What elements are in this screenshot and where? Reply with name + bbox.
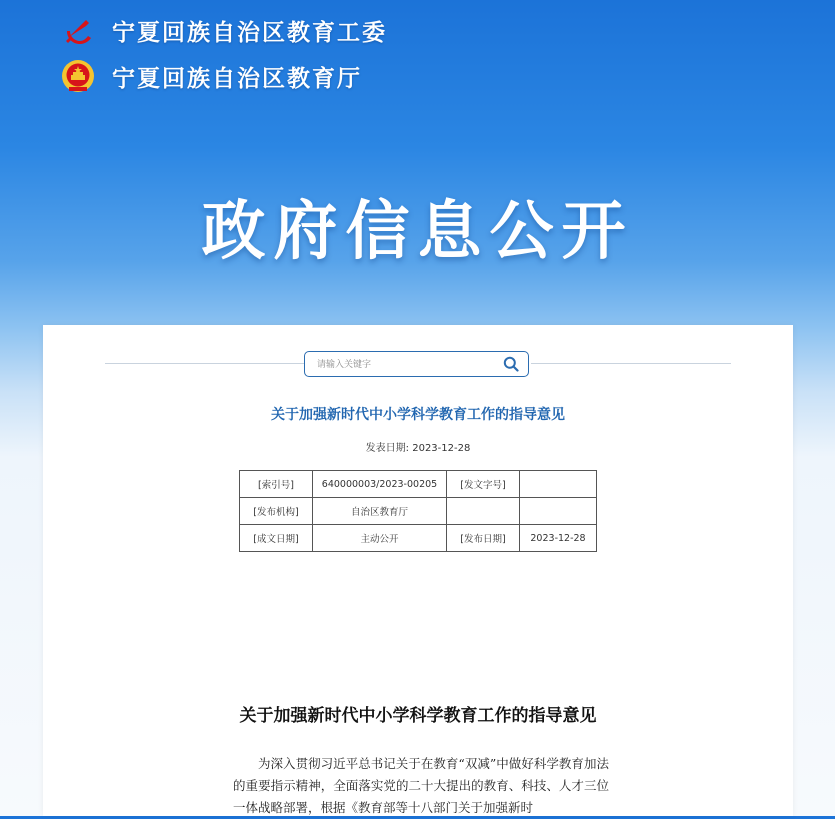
table-cell: 640000003/2023-00205 — [313, 471, 447, 498]
banner-title: 政府信息公开 — [201, 195, 634, 269]
table-cell: [发布机构] — [240, 498, 313, 525]
table-cell — [520, 471, 597, 498]
org-brand-department[interactable] — [60, 58, 362, 94]
divider-left — [105, 363, 305, 364]
content-card — [43, 325, 793, 816]
table-cell: [索引号] — [240, 471, 313, 498]
search-box[interactable] — [304, 351, 529, 377]
publish-date-value: 2023-12-28 — [412, 443, 471, 454]
national-emblem-icon — [60, 58, 96, 94]
org-brand-party[interactable] — [60, 12, 387, 48]
search-bar — [43, 349, 793, 379]
search-icon[interactable] — [503, 356, 519, 372]
publish-date-label: 发表日期: — [365, 443, 410, 454]
org-name-education-department: 宁夏回族自治区教育厅 — [112, 65, 362, 92]
table-cell: 自治区教育厅 — [313, 498, 447, 525]
divider-right — [531, 363, 731, 364]
org-name-education-committee: 宁夏回族自治区教育工委 — [112, 19, 387, 46]
table-cell: [发布日期] — [447, 525, 520, 552]
metadata-table — [239, 470, 597, 552]
table-cell: [成文日期] — [240, 525, 313, 552]
document-title: 关于加强新时代中小学科学教育工作的指导意见 — [271, 407, 565, 423]
table-cell — [447, 498, 520, 525]
party-emblem-icon — [60, 12, 96, 48]
table-cell: [发文字号] — [447, 471, 520, 498]
table-cell: 主动公开 — [313, 525, 447, 552]
table-row — [240, 498, 597, 525]
publish-date — [43, 439, 793, 454]
table-cell: 2023-12-28 — [520, 525, 597, 552]
table-row — [240, 525, 597, 552]
body-paragraph: 为深入贯彻习近平总书记关于在教育“双减”中做好科学教育加法的重要指示精神，全面落实党的二十大提出的教育、科技、人才三位一体战略部署，根据《教育部等十八部门关于加强新时 — [233, 756, 609, 815]
body-heading: 关于加强新时代中小学科学教育工作的指导意见 — [239, 706, 597, 726]
table-cell — [520, 498, 597, 525]
search-input[interactable] — [315, 355, 489, 375]
table-row — [240, 471, 597, 498]
